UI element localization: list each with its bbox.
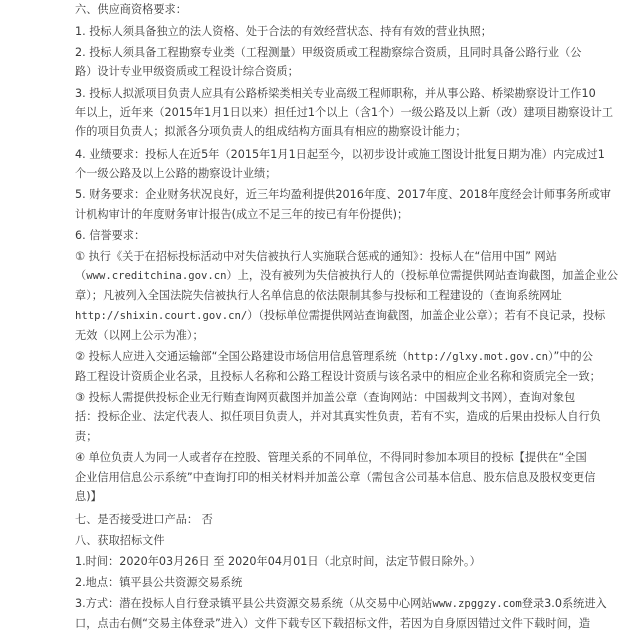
credit-item-2-text-a: ② 投标人应进入交通运输部“全国公路建设市场信用信息管理系统（ (75, 350, 408, 363)
credit-item-1-line-2 (75, 270, 618, 282)
requirement-4-line-2: 个一级公路及以上公路的勘察设计业绩； (75, 167, 277, 180)
section-6-title: 六、供应商资格要求： (75, 3, 187, 16)
credit-item-1-line-4-text: ）（投标单位需提供网站查询截图，加盖企业公章）；若有不良记录，投标 (247, 309, 606, 322)
section-7: 七、是否接受进口产品： 否 (75, 513, 213, 526)
obtain-place: 2.地点：镇平县公共资源交易系统 (75, 576, 243, 589)
credit-item-2-line-1 (75, 351, 593, 363)
section-8-title: 八、获取招标文件 (75, 534, 165, 547)
creditchina-url: www.creditchina.gov.cn (86, 270, 227, 282)
credit-item-4-line-3: 息)】 (75, 490, 102, 503)
credit-item-2-line-2: 路工程设计资质企业名录，且投标人名称和公路工程设计资质与该名录中的相应企业名称和资质完全一致； (75, 370, 601, 383)
requirement-3-line-1: 3. 投标人拟派项目负责人应具有公路桥梁类相关专业高级工程师职称，并从事公路、桥梁勘察设计工作10 (75, 87, 596, 100)
credit-item-4-line-1: ④ 单位负责人为同一人或者存在控股、管理关系的不同单位，不得同时参加本项目的投标【提供在“全国 (75, 451, 587, 464)
requirement-4-line-1: 4. 业绩要求：投标人在近5年（2015年1月1日起至今，以初步设计或施工图设计批复日期为准）内完成过1 (75, 148, 605, 161)
requirement-6-title: 6. 信誉要求： (75, 229, 146, 242)
requirement-2-line-2: 路）设计专业甲级资质或工程设计综合资质； (75, 65, 299, 78)
credit-item-3-line-2: 括：投标企业、法定代表人、拟任项目负责人，并对其真实性负责，若有不实，造成的后果由投标人自行负 (75, 410, 601, 423)
zpggzy-url: www.zpggzy.com (432, 598, 522, 610)
shixin-url: http://shixin.court.gov.cn/ (75, 310, 248, 322)
requirement-5-line-2: 计机构审计的年度财务审计报告(成立不足三年的按已有年份提供)； (75, 208, 409, 221)
obtain-time: 1.时间：2020年03月26日 至 2020年04月01日（北京时间，法定节假日除外。） (75, 555, 481, 568)
obtain-method-text-b: 登录3.0系统进入 (521, 597, 607, 610)
obtain-method-line-2: 口，点击右侧“交易主体登录”进入）文件下载专区下载招标文件，若因为自身原因错过文件下载时间，造 (75, 617, 591, 630)
credit-item-1-line-2-text: ）上，没有被列为失信被执行人的（投标单位需提供网站查询截图，加盖企业公 (226, 269, 619, 282)
obtain-method-line-1 (75, 598, 607, 610)
requirement-3-line-3: 作的项目负责人；拟派各分项负责人的组成结构方面具有相应的勘察设计能力； (75, 125, 467, 138)
requirement-2-line-1: 2. 投标人须具备工程勘察专业类（工程测量）甲级资质或工程勘察综合资质，且同时具备公路行业（公 (75, 46, 582, 59)
credit-item-1-line-3: 章）；凡被列入全国法院失信被执行人名单信息的依法限制其参与投标和工程建设的（查询系统网址 (75, 289, 562, 302)
requirement-1: 1. 投标人须具备独立的法人资格、处于合法的有效经营状态、持有有效的营业执照； (75, 25, 492, 38)
credit-item-1-paren: （ (75, 269, 87, 282)
credit-item-2-text-b: ）”中的公 (547, 350, 593, 363)
credit-item-1-line-5: 无效（以网上公示为准）； (75, 329, 204, 342)
credit-item-1-line-1: ① 执行《关于在招标投标活动中对失信被执行人实施联合惩戒的通知》：投标人在“信用中国” 网站 (75, 250, 557, 263)
credit-item-1-line-4 (75, 310, 605, 322)
obtain-method-text-a: 3.方式：潜在投标人自行登录镇平县公共资源交易系统（从交易中心网站 (75, 597, 433, 610)
requirement-3-line-2: 年以上，近年来（2015年1月1日以来）担任过1个以上（含1个）一级公路及以上新（改）建项目勘察设计工 (75, 106, 614, 119)
credit-item-3-line-3: 责； (75, 430, 98, 443)
credit-item-4-line-2: 企业信用信息公示系统”中查询打印的相关材料并加盖公章（需包含公司基本信息、股东信息及股权变更信 (75, 471, 596, 484)
glxy-url: http://glxy.mot.gov.cn (407, 351, 548, 363)
credit-item-3-line-1: ③ 投标人需提供投标企业无行贿查询网页截图并加盖公章（查询网站：中国裁判文书网），查询对象包 (75, 391, 576, 404)
requirement-5-line-1: 5. 财务要求：企业财务状况良好，近三年均盈利提供2016年度、2017年度、2018年度经会计师事务所或审 (75, 188, 611, 201)
